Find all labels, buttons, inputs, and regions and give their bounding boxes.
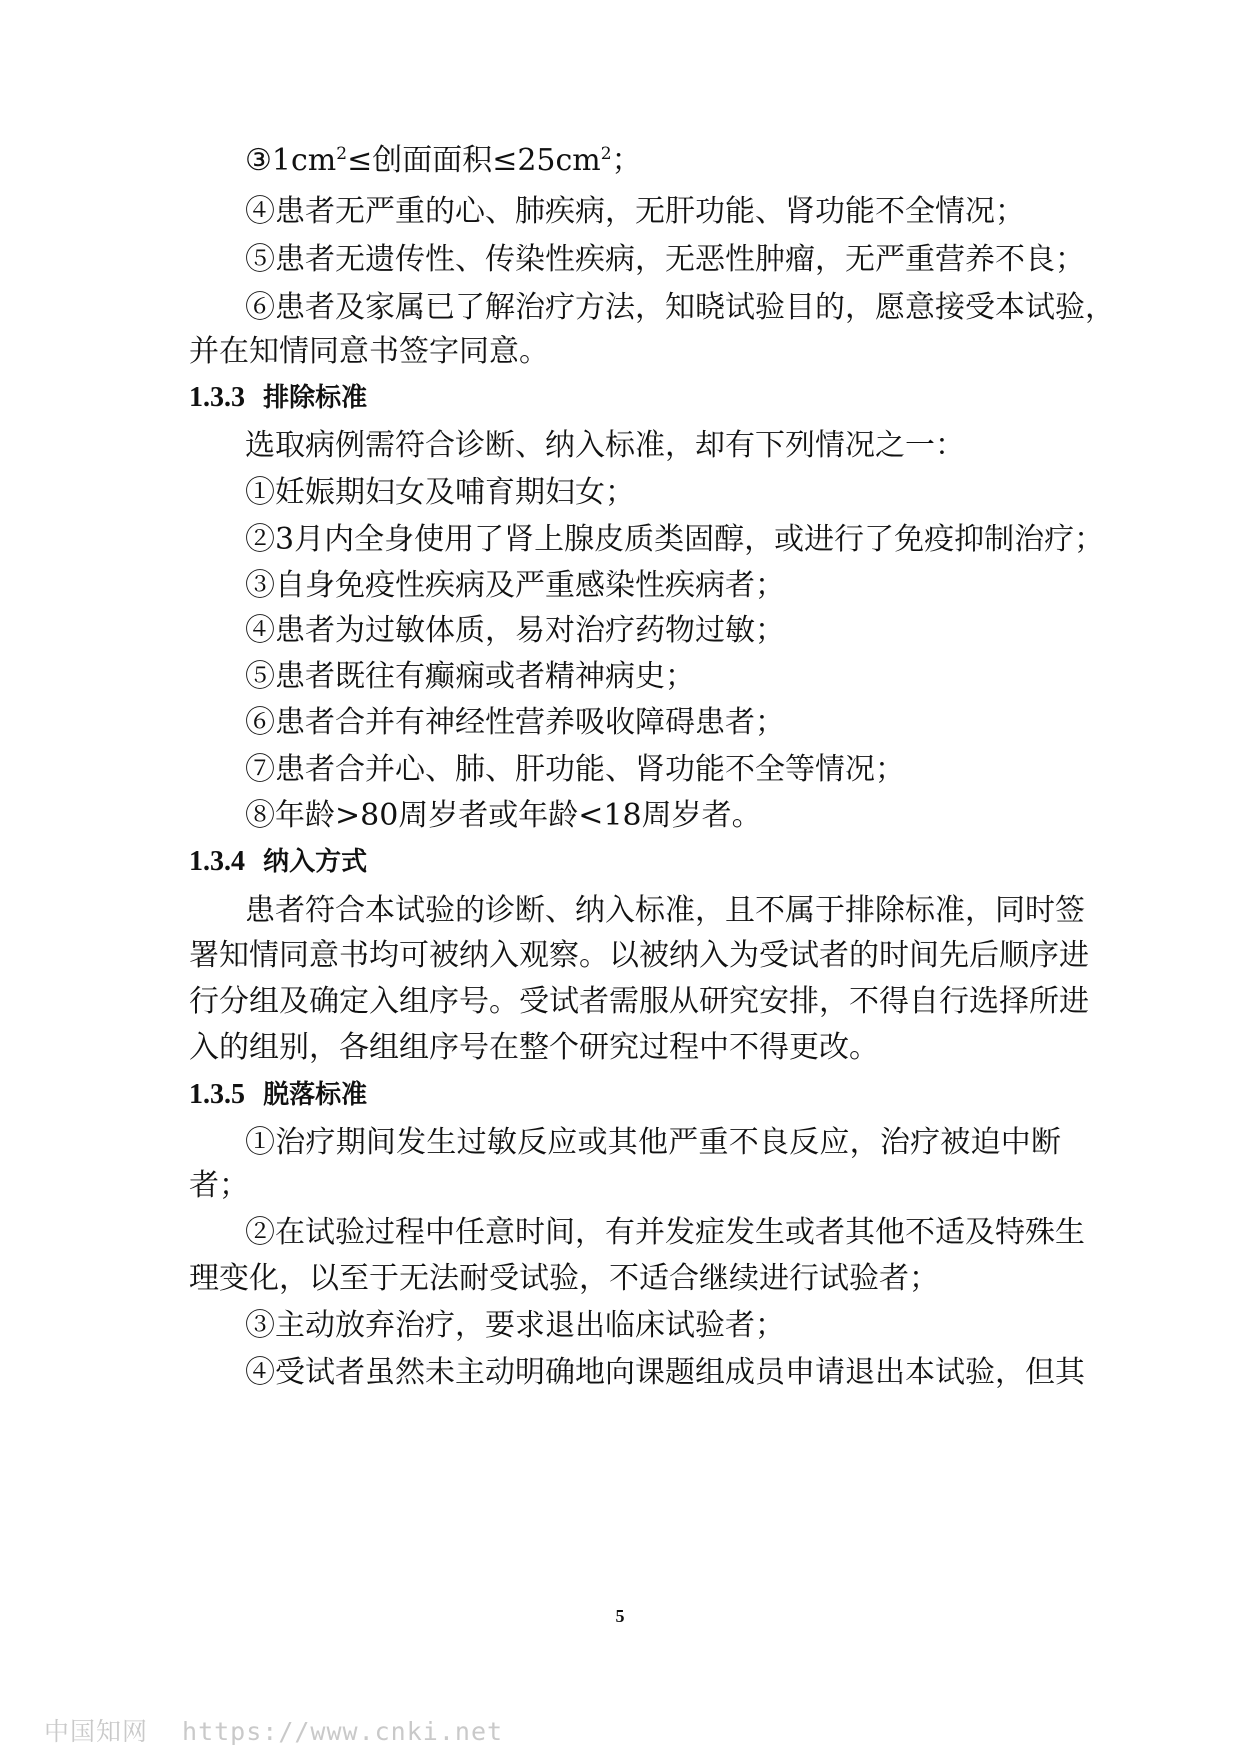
exclusion-item: ⑦患者合并心、肺、肝功能、肾功能不全等情况； <box>245 752 905 787</box>
dropout-item: ③主动放弃治疗，要求退出临床试验者； <box>245 1308 785 1343</box>
exclusion-item: ④患者为过敏体质，易对治疗药物过敏； <box>245 613 785 648</box>
watermark-url: https://www.cnki.net <box>182 1717 504 1746</box>
method-paragraph-line: 患者符合本试验的诊断、纳入标准，且不属于排除标准，同时签 <box>245 893 1085 928</box>
method-paragraph-line: 署知情同意书均可被纳入观察。以被纳入为受试者的时间先后顺序进 <box>189 938 1089 973</box>
watermark-text: 中国知网 <box>44 1717 149 1746</box>
page-number: 5 <box>615 1606 625 1626</box>
inclusion-item: ④患者无严重的心、肺疾病，无肝功能、肾功能不全情况； <box>245 194 1025 229</box>
method-paragraph-line: 入的组别，各组组序号在整个研究过程中不得更改。 <box>189 1030 879 1065</box>
exclusion-item: ②3月内全身使用了肾上腺皮质类固醇，或进行了免疫抑制治疗； <box>245 522 1105 557</box>
method-paragraph-line: 行分组及确定入组序号。受试者需服从研究安排，不得自行选择所进 <box>189 984 1089 1019</box>
section-heading-method: 1.3.4 纳入方式 <box>189 846 368 877</box>
watermark <box>44 1712 503 1748</box>
dropout-item-continuation: 理变化，以至于无法耐受试验，不适合继续进行试验者； <box>189 1261 939 1296</box>
exclusion-item: ③自身免疫性疾病及严重感染性疾病者； <box>245 568 785 603</box>
inclusion-item-continuation: 并在知情同意书签字同意。 <box>189 334 549 369</box>
exclusion-item: ①妊娠期妇女及哺育期妇女； <box>245 475 635 510</box>
exclusion-item: ⑥患者合并有神经性营养吸收障碍患者； <box>245 705 785 740</box>
inclusion-item: ⑤患者无遗传性、传染性疾病，无恶性肿瘤，无严重营养不良； <box>245 242 1085 277</box>
dropout-item: ②在试验过程中任意时间，有并发症发生或者其他不适及特殊生 <box>245 1215 1085 1250</box>
section-heading-dropout: 1.3.5 脱落标准 <box>189 1079 368 1110</box>
exclusion-intro: 选取病例需符合诊断、纳入标准，却有下列情况之一： <box>245 428 965 463</box>
exclusion-item: ⑧年龄>80周岁者或年龄<18周岁者。 <box>245 798 762 833</box>
dropout-item: ①治疗期间发生过敏反应或其他严重不良反应，治疗被迫中断 <box>245 1125 1061 1160</box>
inclusion-item-area: $③1cm^2\le$创面面积$\le 25cm^2$； <box>245 143 642 178</box>
dropout-item: ④受试者虽然未主动明确地向课题组成员申请退出本试验，但其 <box>245 1355 1085 1390</box>
inclusion-item: ⑥患者及家属已了解治疗方法，知晓试验目的，愿意接受本试验， <box>245 290 1115 325</box>
section-heading-exclusion: 1.3.3 排除标准 <box>189 382 368 413</box>
exclusion-item: ⑤患者既往有癫痫或者精神病史； <box>245 659 695 694</box>
dropout-item-continuation: 者； <box>189 1168 249 1203</box>
